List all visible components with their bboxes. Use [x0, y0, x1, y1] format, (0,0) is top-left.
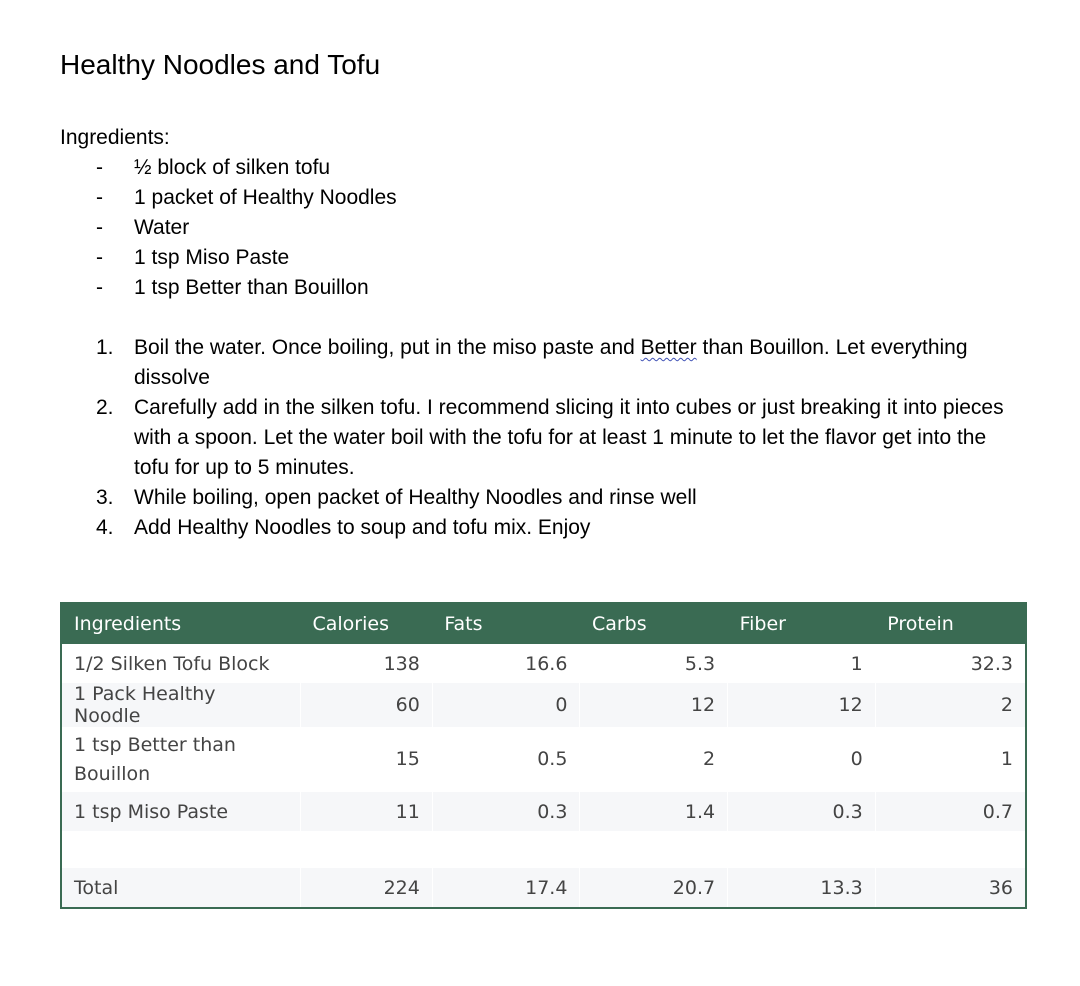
document-title: Healthy Noodles and Tofu: [60, 49, 381, 80]
ingredient-text: Water: [134, 216, 190, 239]
column-header[interactable]: Carbs: [580, 603, 728, 644]
steps-list: [96, 333, 1016, 543]
table-row: [61, 683, 1026, 727]
step-number: 4.: [96, 516, 114, 539]
fiber-cell[interactable]: 1: [728, 644, 876, 683]
carbs-cell[interactable]: 5.3: [580, 644, 728, 683]
fats-cell[interactable]: 0.5: [432, 727, 580, 792]
total-carbs-cell[interactable]: 20.7: [580, 868, 728, 908]
step-text: While boiling, open packet of Healthy Noodles and rinse well: [134, 486, 697, 509]
calories-cell[interactable]: 60: [300, 683, 432, 727]
table-row-empty: [61, 831, 1026, 868]
fats-cell[interactable]: 16.6: [432, 644, 580, 683]
ingredient-cell[interactable]: 1 tsp Better than Bouillon: [61, 727, 300, 792]
protein-cell[interactable]: 0.7: [875, 792, 1026, 831]
spellcheck-flagged-word[interactable]: Better: [640, 336, 697, 359]
step-item: [96, 333, 1016, 393]
fats-cell[interactable]: [432, 831, 580, 868]
ingredient-cell[interactable]: [61, 831, 300, 868]
protein-cell[interactable]: [875, 831, 1026, 868]
fiber-cell[interactable]: 12: [728, 683, 876, 727]
column-header[interactable]: Fiber: [728, 603, 876, 644]
carbs-cell[interactable]: 1.4: [580, 792, 728, 831]
ingredients-heading: Ingredients:: [60, 126, 170, 149]
list-dash: -: [96, 276, 103, 299]
step-item: [96, 483, 1016, 513]
list-dash: -: [96, 216, 103, 239]
carbs-cell[interactable]: 12: [580, 683, 728, 727]
calories-cell[interactable]: 15: [300, 727, 432, 792]
step-number: 2.: [96, 396, 114, 419]
nutrition-table: [60, 602, 1027, 909]
fats-cell[interactable]: 0.3: [432, 792, 580, 831]
column-header[interactable]: Calories: [300, 603, 432, 644]
protein-cell[interactable]: 2: [875, 683, 1026, 727]
list-dash: -: [96, 156, 103, 179]
protein-cell[interactable]: 1: [875, 727, 1026, 792]
table-total-row: [61, 868, 1026, 908]
ingredient-cell[interactable]: 1/2 Silken Tofu Block: [61, 644, 300, 683]
ingredient-text: 1 tsp Miso Paste: [134, 246, 290, 269]
carbs-cell[interactable]: [580, 831, 728, 868]
ingredient-text: 1 tsp Better than Bouillon: [134, 276, 369, 299]
column-header[interactable]: Fats: [432, 603, 580, 644]
step-item: [96, 393, 1016, 483]
total-fats-cell[interactable]: 17.4: [432, 868, 580, 908]
fiber-cell[interactable]: 0: [728, 727, 876, 792]
calories-cell[interactable]: [300, 831, 432, 868]
calories-cell[interactable]: 138: [300, 644, 432, 683]
table-header-row: [61, 603, 1026, 644]
list-dash: -: [96, 186, 103, 209]
step-item: [96, 513, 1016, 543]
table-row: [61, 792, 1026, 831]
column-header[interactable]: Protein: [875, 603, 1026, 644]
total-calories-cell[interactable]: 224: [300, 868, 432, 908]
step-text-part: Boil the water. Once boiling, put in the miso paste and: [134, 336, 641, 359]
ingredient-text: 1 packet of Healthy Noodles: [134, 186, 397, 209]
carbs-cell[interactable]: 2: [580, 727, 728, 792]
ingredient-cell[interactable]: 1 tsp Miso Paste: [61, 792, 300, 831]
step-text-part: than Bouillon. Let everything dissolve: [134, 336, 968, 389]
calories-cell[interactable]: 11: [300, 792, 432, 831]
ingredient-text: ½ block of silken tofu: [134, 156, 331, 179]
list-dash: -: [96, 246, 103, 269]
fiber-cell[interactable]: 0.3: [728, 792, 876, 831]
fiber-cell[interactable]: [728, 831, 876, 868]
step-text: Add Healthy Noodles to soup and tofu mix. Enjoy: [134, 516, 591, 539]
column-header[interactable]: Ingredients: [61, 603, 300, 644]
total-fiber-cell[interactable]: 13.3: [728, 868, 876, 908]
table-row: [61, 644, 1026, 683]
table-row: [61, 727, 1026, 792]
step-number: 1.: [96, 336, 114, 359]
step-text: Carefully add in the silken tofu. I recommend slicing it into cubes or just breaking it into pieces with a spoon. Let the water boil with the tofu for at least 1 minute to let the flavor get into the tofu for up to 5 minutes.: [134, 396, 1004, 479]
fats-cell[interactable]: 0: [432, 683, 580, 727]
total-protein-cell[interactable]: 36: [875, 868, 1026, 908]
total-label-cell[interactable]: Total: [61, 868, 300, 908]
step-number: 3.: [96, 486, 114, 509]
ingredient-cell[interactable]: 1 Pack Healthy Noodle: [61, 683, 300, 727]
protein-cell[interactable]: 32.3: [875, 644, 1026, 683]
